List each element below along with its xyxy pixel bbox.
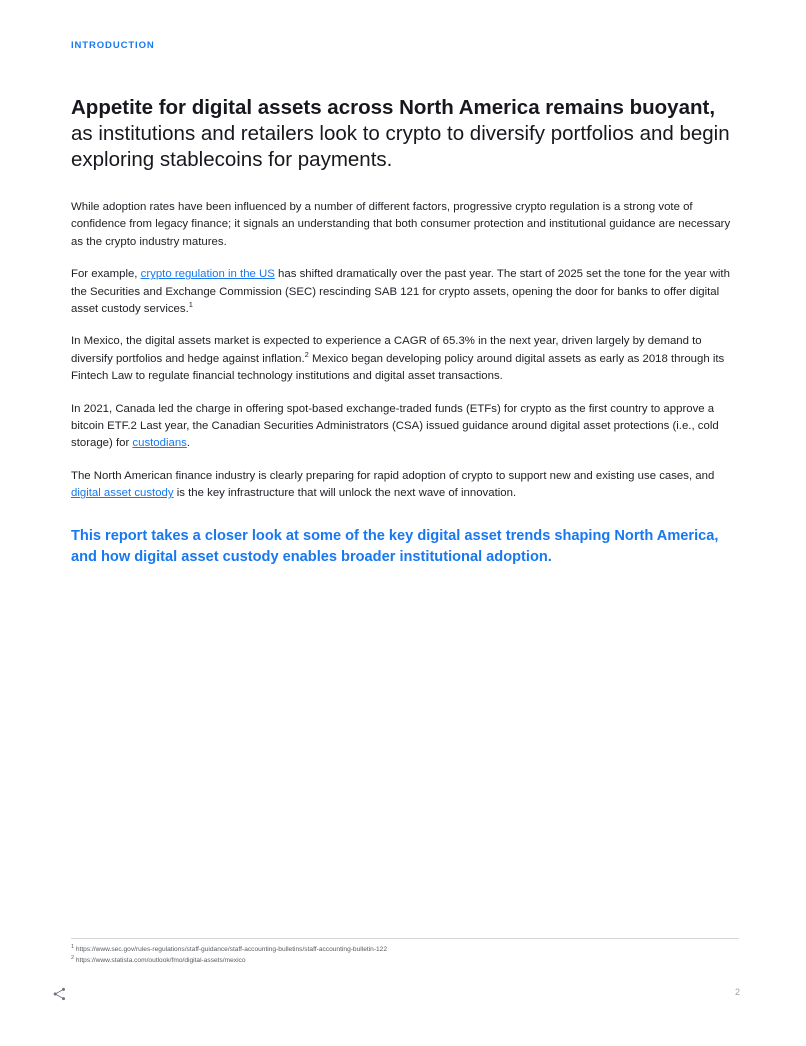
- paragraph-3-text-a: In Mexico, the digital assets market is expected to experience a CAGR of 65.3% in the next year, driven largely by demand to diversify portfolios and hedge against inflation.: [71, 335, 702, 365]
- page-content: [71, 40, 739, 568]
- footnote-1-text: https://www.sec.gov/rules-regulations/staff-guidance/staff-accounting-bulletins/staff-accounting-bulletin-122: [75, 946, 388, 953]
- paragraph-5: [71, 468, 739, 503]
- footnote-ref-2: 2: [304, 350, 309, 360]
- paragraph-3: [71, 333, 739, 385]
- paragraph-3-text-b: Mexico began developing policy around digital assets as early as 2018 through its Fintech Law to regulate financial technology institutions and digital asset transactions.: [71, 352, 725, 383]
- footnote-ref-1: 1: [188, 300, 193, 310]
- paragraph-4: [71, 401, 739, 453]
- footnote-1: [71, 944, 739, 955]
- page-title-bold: Appetite for digital assets across North America remains buoyant,: [71, 96, 716, 119]
- paragraph-2-text-a: For example,: [71, 268, 141, 281]
- paragraph-4-text-a: In 2021, Canada led the charge in offering spot-based exchange-traded funds (ETFs) for crypto as the first country to approve a bitcoin ETF.2 Last year, the Canadian Securities Administrators (CSA) issued guidance around digital asset protections (i.e., cold storage) for: [71, 402, 719, 450]
- page-title-light: as institutions and retailers look to crypto to diversify portfolios and begin exploring stablecoins for payments.: [71, 122, 730, 171]
- report-callout: This report takes a closer look at some of the key digital asset trends shaping North America, and how digital asset custody enables broader institutional adoption.: [71, 527, 719, 565]
- footnote-2-text: https://www.statista.com/outlook/fmo/digital-assets/mexico: [75, 957, 246, 964]
- section-eyebrow: INTRODUCTION: [71, 40, 155, 51]
- body-paragraphs: [71, 199, 739, 503]
- footnote-2-marker: 2: [71, 954, 74, 961]
- paragraph-5-text-a: The North American finance industry is clearly preparing for rapid adoption of crypto to support new and existing use cases, and: [71, 469, 715, 482]
- paragraph-2: [71, 266, 739, 318]
- paragraph-1-text: While adoption rates have been influenced by a number of different factors, progressive crypto regulation is a strong vote of confidence from legacy finance; it signals an understanding that both consumer protection and institutional guidance are necessary as the crypto industry matures.: [71, 201, 731, 248]
- page-number: 2: [734, 987, 740, 997]
- link-crypto-regulation-us[interactable]: crypto regulation in the US: [140, 268, 275, 281]
- footnote-1-marker: 1: [71, 943, 74, 950]
- link-digital-asset-custody[interactable]: digital asset custody: [71, 487, 174, 500]
- footnotes: [71, 944, 739, 966]
- paragraph-4-text-b: .: [186, 437, 191, 450]
- paragraph-2-text-b: has shifted dramatically over the past year. The start of 2025 set the tone for the year with the Securities and Exchange Commission (SEC) rescinding SAB 121 for crypto assets, opening the door for banks to offer digital asset custody services.: [71, 268, 730, 316]
- brand-logo-icon: [52, 986, 68, 1002]
- paragraph-1: [71, 199, 739, 251]
- paragraph-5-text-b: is the key infrastructure that will unlock the next wave of innovation.: [173, 487, 517, 500]
- footnote-2: [71, 955, 739, 966]
- footnote-divider: [71, 938, 739, 939]
- page-title: [71, 95, 731, 173]
- link-custodians[interactable]: custodians: [132, 437, 187, 450]
